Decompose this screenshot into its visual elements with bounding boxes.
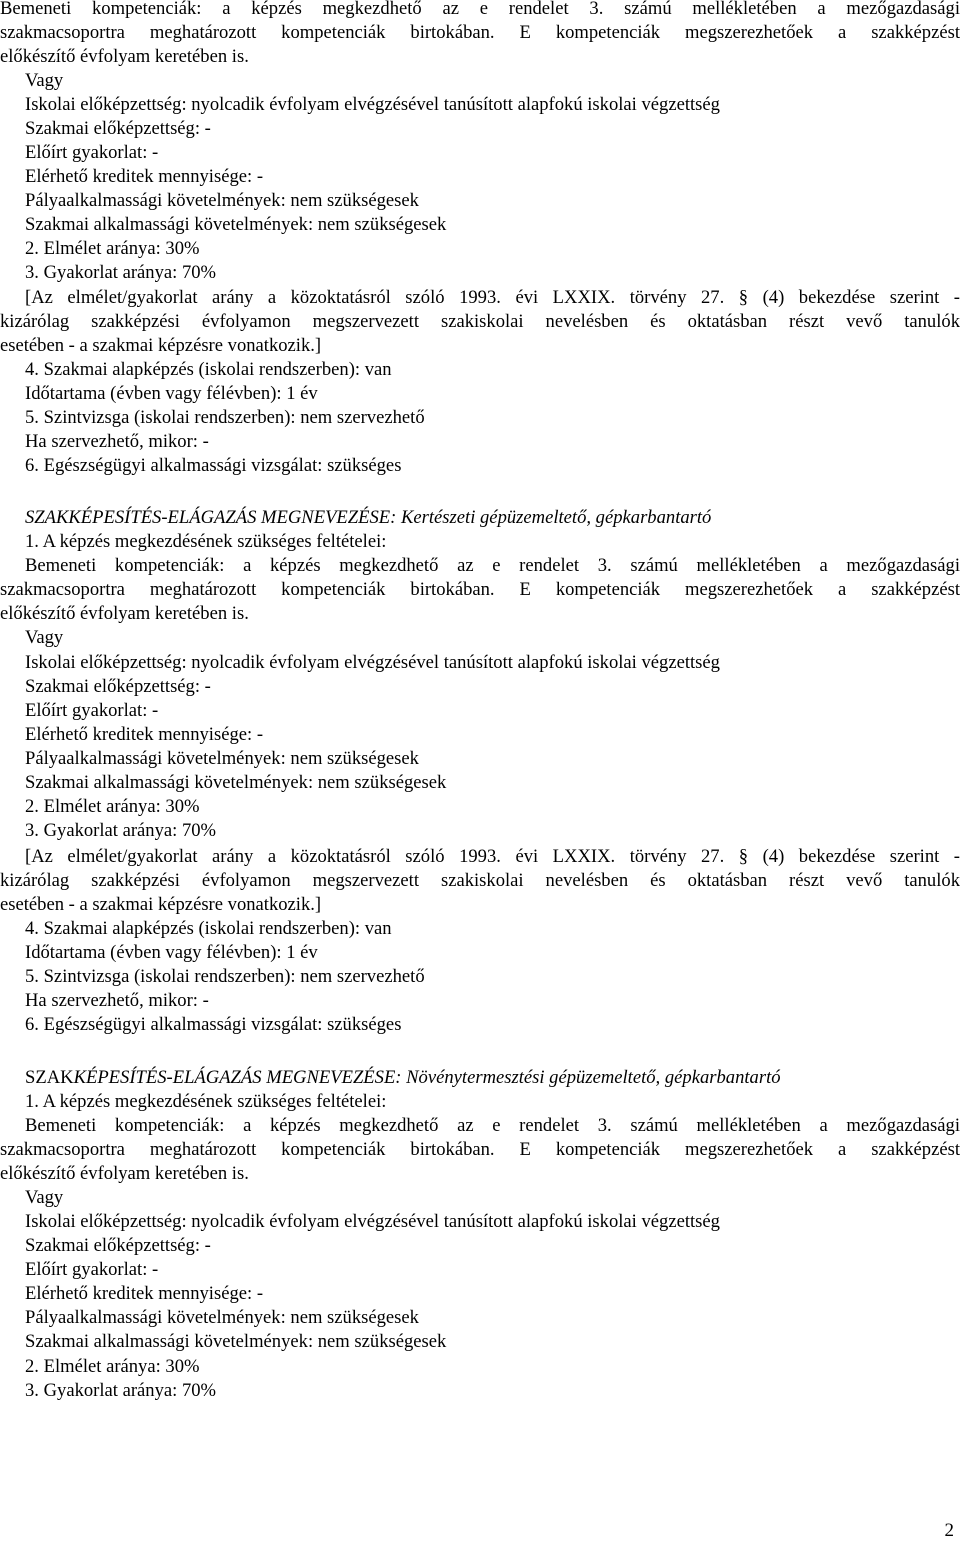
elmelet-aranya: 2. Elmélet aránya: 30% bbox=[25, 1356, 200, 1377]
note-line2: kizárólag szakképzési évfolyamon megszervezett szakiskolai nevelésben és oktatásban részt vevő tanulók bbox=[0, 311, 960, 332]
heading-value: Növénytermesztési gépüzemeltető, gépkarbantartó bbox=[406, 1067, 781, 1088]
bemeneti-line3: előkészítő évfolyam keretében is. bbox=[0, 46, 249, 67]
elmelet-aranya: 2. Elmélet aránya: 30% bbox=[25, 796, 200, 817]
elerheto-kreditek: Elérhető kreditek mennyisége: - bbox=[25, 166, 264, 187]
heading-upright-part: SZAK bbox=[25, 1067, 74, 1088]
gyakorlat-aranya: 3. Gyakorlat aránya: 70% bbox=[25, 820, 217, 841]
eloirt-gyakorlat: Előírt gyakorlat: - bbox=[25, 1259, 159, 1280]
elmelet-aranya: 2. Elmélet aránya: 30% bbox=[25, 238, 200, 259]
szakmai-alkalmassagi: Szakmai alkalmassági követelmények: nem szükségesek bbox=[25, 772, 447, 793]
note-line1: [Az elmélet/gyakorlat arány a közoktatásról szóló 1993. évi LXXIX. törvény 27. § (4) bekezdése szerint - bbox=[25, 846, 960, 867]
kepzes-feltetelei: 1. A képzés megkezdésének szükséges feltételei: bbox=[25, 531, 387, 552]
szintvizsga: 5. Szintvizsga (iskolai rendszerben): nem szervezhető bbox=[25, 966, 425, 987]
bemeneti-line2: szakmacsoportra meghatározott kompetenciák birtokában. E kompetenciák megszerezhetőek a szakképzést bbox=[0, 1139, 960, 1160]
iskolai-elokepzettseg: Iskolai előképzettség: nyolcadik évfolyam elvégzésével tanúsított alapfokú iskolai végzettség bbox=[25, 652, 720, 673]
bemeneti-line1: Bemeneti kompetenciák: a képzés megkezdhető az e rendelet 3. számú mellékletében a mezőgazdasági bbox=[25, 1115, 960, 1136]
page-number: 2 bbox=[944, 1520, 954, 1541]
heading-label: SZAKKÉPESÍTÉS-ELÁGAZÁS MEGNEVEZÉSE: bbox=[25, 507, 397, 528]
szakmai-elokepzettseg: Szakmai előképzettség: - bbox=[25, 1235, 211, 1256]
vagy-label: Vagy bbox=[25, 627, 64, 648]
idotartam: Időtartama (évben vagy félévben): 1 év bbox=[25, 942, 318, 963]
iskolai-elokepzettseg: Iskolai előképzettség: nyolcadik évfolyam elvégzésével tanúsított alapfokú iskolai végzettség bbox=[25, 94, 720, 115]
szakmai-elokepzettseg: Szakmai előképzettség: - bbox=[25, 118, 211, 139]
bemeneti-line1: Bemeneti kompetenciák: a képzés megkezdhető az e rendelet 3. számú mellékletében a mezőgazdasági bbox=[25, 555, 960, 576]
note-line3: esetében - a szakmai képzésre vonatkozik.] bbox=[0, 894, 322, 915]
szintvizsga: 5. Szintvizsga (iskolai rendszerben): nem szervezhető bbox=[25, 407, 425, 428]
elerheto-kreditek: Elérhető kreditek mennyisége: - bbox=[25, 724, 264, 745]
palyaalkalmassagi: Pályaalkalmassági követelmények: nem szükségesek bbox=[25, 748, 419, 769]
heading-value: Kertészeti gépüzemeltető, gépkarbantartó bbox=[401, 507, 712, 528]
section-heading bbox=[25, 506, 711, 530]
eloirt-gyakorlat: Előírt gyakorlat: - bbox=[25, 700, 159, 721]
note-line3: esetében - a szakmai képzésre vonatkozik.] bbox=[0, 335, 322, 356]
szakmai-alapkepzes: 4. Szakmai alapképzés (iskolai rendszerben): van bbox=[25, 918, 392, 939]
iskolai-elokepzettseg: Iskolai előképzettség: nyolcadik évfolyam elvégzésével tanúsított alapfokú iskolai végzettség bbox=[25, 1211, 720, 1232]
idotartam: Időtartama (évben vagy félévben): 1 év bbox=[25, 383, 318, 404]
bemeneti-line2: szakmacsoportra meghatározott kompetenciák birtokában. E kompetenciák megszerezhetőek a szakképzést bbox=[0, 22, 960, 43]
bemeneti-line1: Bemeneti kompetenciák: a képzés megkezdhető az e rendelet 3. számú mellékletében a mezőgazdasági bbox=[0, 0, 960, 19]
note-line1: [Az elmélet/gyakorlat arány a közoktatásról szóló 1993. évi LXXIX. törvény 27. § (4) bekezdése szerint - bbox=[25, 287, 960, 308]
bemeneti-line3: előkészítő évfolyam keretében is. bbox=[0, 1163, 249, 1184]
szakmai-alapkepzes: 4. Szakmai alapképzés (iskolai rendszerben): van bbox=[25, 359, 392, 380]
bemeneti-line2: szakmacsoportra meghatározott kompetenciák birtokában. E kompetenciák megszerezhetőek a szakképzést bbox=[0, 579, 960, 600]
heading-label: KÉPESÍTÉS-ELÁGAZÁS MEGNEVEZÉSE: bbox=[73, 1067, 402, 1088]
egeszsegugyi-vizsgalat: 6. Egészségügyi alkalmassági vizsgálat: szükséges bbox=[25, 455, 402, 476]
palyaalkalmassagi: Pályaalkalmassági követelmények: nem szükségesek bbox=[25, 190, 419, 211]
note-line2: kizárólag szakképzési évfolyamon megszervezett szakiskolai nevelésben és oktatásban részt vevő tanulók bbox=[0, 870, 960, 891]
gyakorlat-aranya: 3. Gyakorlat aránya: 70% bbox=[25, 1380, 217, 1401]
bemeneti-line3: előkészítő évfolyam keretében is. bbox=[0, 603, 249, 624]
elerheto-kreditek: Elérhető kreditek mennyisége: - bbox=[25, 1283, 264, 1304]
gyakorlat-aranya: 3. Gyakorlat aránya: 70% bbox=[25, 262, 217, 283]
vagy-label: Vagy bbox=[25, 70, 64, 91]
szakmai-alkalmassagi: Szakmai alkalmassági követelmények: nem szükségesek bbox=[25, 214, 447, 235]
ha-szervezheto: Ha szervezhető, mikor: - bbox=[25, 431, 209, 452]
ha-szervezheto: Ha szervezhető, mikor: - bbox=[25, 990, 209, 1011]
palyaalkalmassagi: Pályaalkalmassági követelmények: nem szükségesek bbox=[25, 1307, 419, 1328]
szakmai-alkalmassagi: Szakmai alkalmassági követelmények: nem szükségesek bbox=[25, 1331, 447, 1352]
section-heading bbox=[25, 1066, 781, 1090]
eloirt-gyakorlat: Előírt gyakorlat: - bbox=[25, 142, 159, 163]
szakmai-elokepzettseg: Szakmai előképzettség: - bbox=[25, 676, 211, 697]
vagy-label: Vagy bbox=[25, 1187, 64, 1208]
kepzes-feltetelei: 1. A képzés megkezdésének szükséges feltételei: bbox=[25, 1091, 387, 1112]
egeszsegugyi-vizsgalat: 6. Egészségügyi alkalmassági vizsgálat: szükséges bbox=[25, 1014, 402, 1035]
